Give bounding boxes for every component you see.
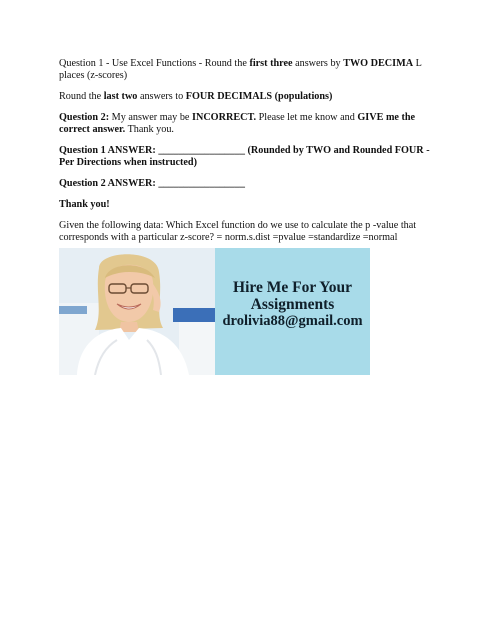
question-2-answer <box>59 178 439 190</box>
woman-illustration-icon <box>59 248 215 375</box>
smiling-woman-with-glasses-photo <box>59 248 215 375</box>
question-1-instructions <box>59 58 439 82</box>
text-run: Thank you. <box>125 124 174 135</box>
thank-you <box>59 199 439 211</box>
bold-run: TWO DECIMA <box>343 58 414 69</box>
rounding-instructions <box>59 91 439 103</box>
text-run: L places (z-scores) <box>59 58 422 81</box>
ad-email: drolivia88@gmail.com <box>222 313 363 329</box>
bold-run: Question 2 ANSWER: _________________ <box>59 178 245 189</box>
advertisement-banner <box>59 248 370 375</box>
excel-question: Given the following data: Which Excel function do we use to calculate the p -value that corresponds with a particular z-score? = norm.s.dist =pvalue =standardize =normal <box>59 220 417 243</box>
bold-run: GIVE me the correct answer. <box>59 112 416 135</box>
question-2-note <box>59 112 439 136</box>
text-run: Please let me know and <box>256 112 358 123</box>
document-body <box>59 58 439 244</box>
bold-run: Question 2: <box>59 112 110 123</box>
ad-subheadline: Assignments <box>250 296 335 313</box>
ad-headline: Hire Me For Your <box>233 279 352 296</box>
bold-run: Question 1 ANSWER: _________________ (Rounded by TWO and Rounded FOUR - Per Directions when instructed) <box>59 145 430 168</box>
bold-run: Thank you! <box>59 199 110 210</box>
text-run: Round the <box>59 91 104 102</box>
bold-run: INCORRECT. <box>192 112 257 123</box>
question-1-answer <box>59 145 439 169</box>
bold-run: first three <box>249 58 293 69</box>
text-run: My answer may be <box>109 112 192 123</box>
bold-run: last two <box>103 91 138 102</box>
text-run: Question 1 - Use Excel Functions - Round the <box>59 58 250 69</box>
hire-me-ad <box>215 248 370 375</box>
text-run: answers by <box>292 58 344 69</box>
text-run: answers to <box>137 91 186 102</box>
bold-run: FOUR DECIMALS (populations) <box>185 91 333 102</box>
